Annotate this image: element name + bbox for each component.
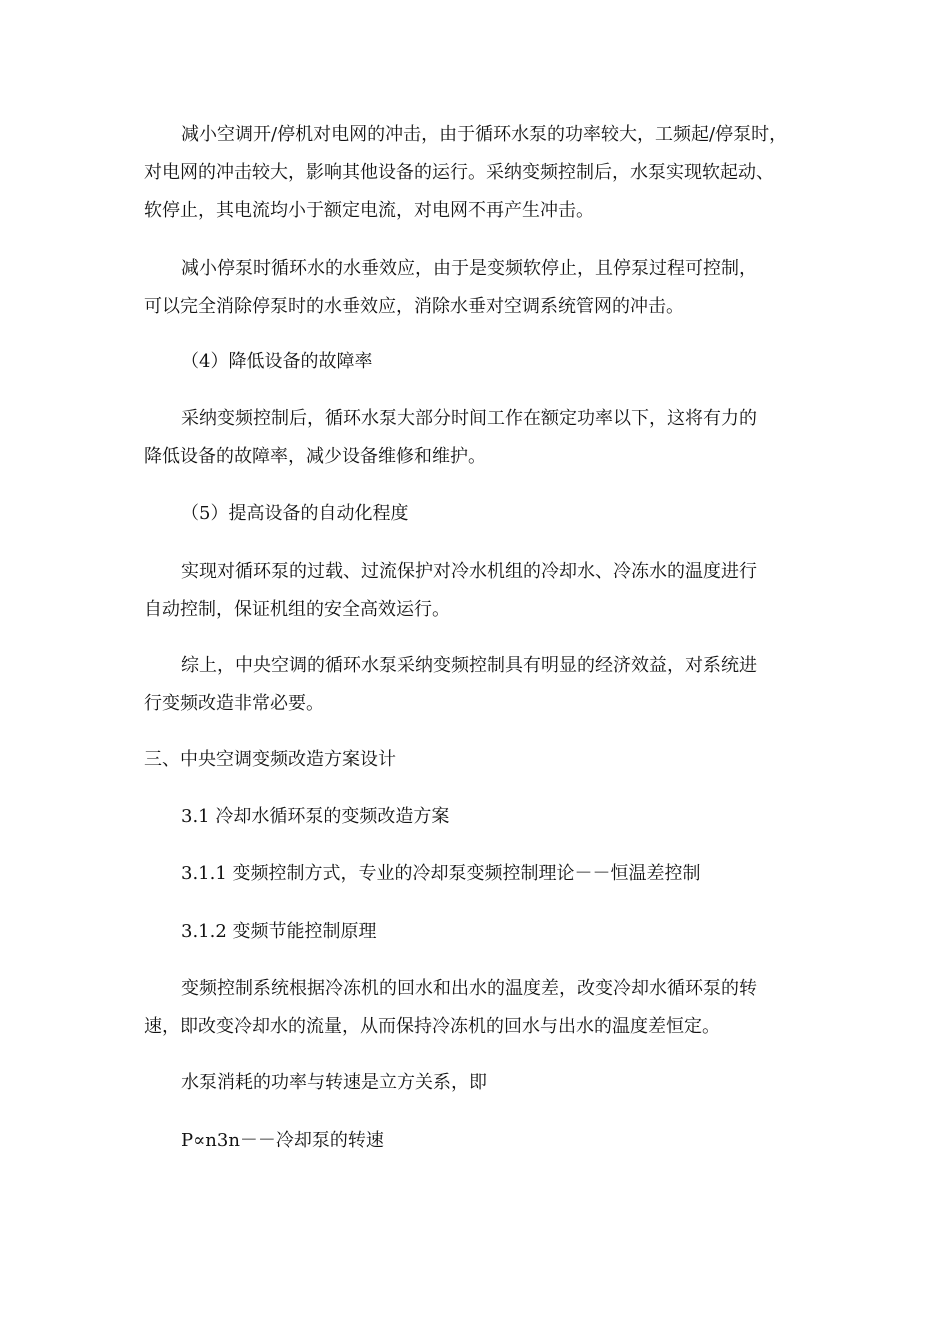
- text-line: 变频控制系统根据冷冻机的回水和出水的温度差，改变冷却水循环泵的转: [181, 978, 757, 999]
- subsection-heading-3-1-2: [144, 913, 808, 951]
- text-line: 实现对循环泵的过载、过流保护对冷水机组的冷却水、冷冻水的温度进行: [181, 561, 757, 582]
- text-line: （4）降低设备的故障率: [181, 351, 373, 372]
- subsection-heading-3-1-1: [144, 855, 808, 893]
- paragraph-failure-rate: [144, 400, 808, 476]
- paragraph-water-hammer: [144, 250, 808, 326]
- text-line: 水泵消耗的功率与转速是立方关系，即: [181, 1072, 487, 1093]
- text-line: 减小空调开/停机对电网的冲击，由于循环水泵的功率较大，工频起/停泵时，: [181, 124, 788, 145]
- text-line: 对电网的冲击较大，影响其他设备的运行。采纳变频控制后，水泵实现软起动、: [144, 162, 774, 183]
- text-line: P∝n3n－－冷却泵的转速: [181, 1130, 384, 1151]
- text-line: 软停止，其电流均小于额定电流，对电网不再产生冲击。: [144, 200, 594, 221]
- paragraph-control-principle: [144, 970, 808, 1046]
- formula-power-speed: [144, 1122, 808, 1160]
- paragraph-summary: [144, 647, 808, 723]
- text-line: 速，即改变冷却水的流量，从而保持冷冻机的回水与出水的温度差恒定。: [144, 1016, 720, 1037]
- heading-failure-rate: [144, 343, 808, 381]
- text-line: 3.1.1 变频控制方式，专业的冷却泵变频控制理论－－恒温差控制: [181, 863, 701, 884]
- text-line: 3.1 冷却水循环泵的变频改造方案: [181, 806, 450, 827]
- subsection-heading-3-1: [144, 798, 808, 836]
- text-line: 三、中央空调变频改造方案设计: [144, 749, 396, 770]
- text-line: 综上，中央空调的循环水泵采纳变频控制具有明显的经济效益，对系统进: [181, 655, 757, 676]
- section-heading-3: [144, 741, 808, 779]
- text-line: 降低设备的故障率，减少设备维修和维护。: [144, 446, 486, 467]
- paragraph-grid-impact: [144, 116, 808, 230]
- paragraph-power-relation: [144, 1064, 808, 1102]
- text-line: 行变频改造非常必要。: [144, 693, 324, 714]
- text-line: 自动控制，保证机组的安全高效运行。: [144, 599, 450, 620]
- text-line: （5）提高设备的自动化程度: [181, 503, 409, 524]
- text-line: 减小停泵时循环水的水垂效应，由于是变频软停止，且停泵过程可控制，: [181, 258, 757, 279]
- text-line: 可以完全消除停泵时的水垂效应，消除水垂对空调系统管网的冲击。: [144, 296, 684, 317]
- text-line: 3.1.2 变频节能控制原理: [181, 921, 377, 942]
- heading-automation: [144, 495, 808, 533]
- text-line: 采纳变频控制后，循环水泵大部分时间工作在额定功率以下，这将有力的: [181, 408, 757, 429]
- paragraph-automation: [144, 553, 808, 629]
